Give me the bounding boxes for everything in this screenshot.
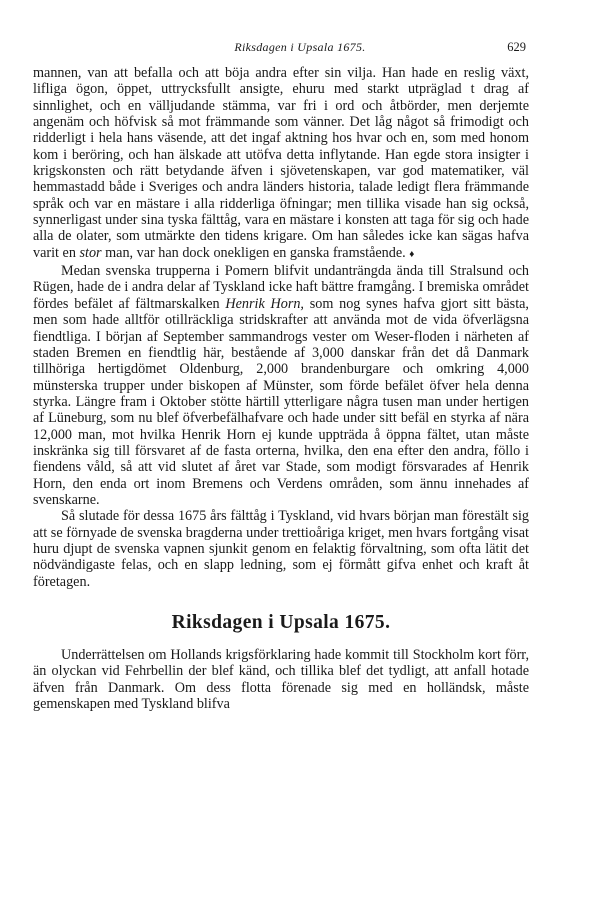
running-header — [0, 40, 600, 58]
running-title: Riksdagen i Upsala 1675. — [234, 40, 366, 54]
emphasis-stor: stor — [79, 244, 102, 261]
page-number: 629 — [507, 40, 526, 54]
margin-mark: ♦ — [409, 248, 415, 260]
paragraph-character-portrait — [33, 65, 529, 263]
body-text — [33, 65, 529, 712]
text-run: Medan svenska trupperna i Pomern blifvit undanträngda ända till Stralsund och Rügen, hade de i andra delar af Tyskland icke haft bättre framgång. I bremiska området fördes befälet af fältmarskalken — [33, 263, 529, 312]
paragraph-campaign-bremen — [33, 263, 529, 508]
paragraph-section-opening: Underrättelsen om Hollands krigsförklaring hade kommit till Stockholm kort förr, än olyckan vid Fehrbellin der blef känd, och tillika blef det tydligt, att anfall hotade äfven från Danmark. Om dess flotta förenade sig med en holländsk, måste gemenskapen med Tyskland blifva — [33, 647, 529, 713]
section-heading: Riksdagen i Upsala 1675. — [171, 612, 391, 633]
paragraph-campaign-summary: Så slutade för dessa 1675 års fälttåg i Tyskland, vid hvars början man förestält sig att se förnyade de svenska bragderna under trettioåriga kriget, men hvars fortgång visat huru djupt de svenska vapnen sjunkit genom en felaktig förvaltning, som ofta lätit det nödvändigaste felas, och en slapp ledning, som ej förmått gifva enhet och kraft åt företagen. — [33, 508, 529, 590]
text-run: mannen, van att befalla och att böja andra efter sin vilja. Han hade en reslig växt, lifliga ögon, öppet, uttrycksfullt ansigte, ehuru med starkt utpräglad t drag af sinnlighet, och en välljudande stämma, var fri i ord och åtbörder, men derjemte angenäm och höfvisk så mot främmande som vänner. Det låg något så frimodigt och ridderligt i hela hans väsende, att det ingaf aktning hos hvar och en, som med honom kom i beröring, och han älskade att utöfva detta inflytande. Han egde stora insigter i krigskonsten och rätt betydande äfven i sjövetenskapen, var god matematiker, väl hemmastadd både i Sveriges och andra länders historia, talade ledigt flera främmande språk och var en mästare i alla ridderliga öfningar; men tillika visade han sig också, synnerligast under sina tyska fälttåg, vara en mästare i konsten att taga för sig och hade alla de olater, som utmärkte den tidens krigare. Om han således icke kan sägas hafva varit en — [33, 65, 529, 261]
text-run: man, var han dock onekligen en ganska framstående. — [101, 244, 406, 261]
emphasis-henrik-horn: Henrik Horn, — [225, 295, 304, 312]
text-run: som nog synes hafva gjort sitt bästa, men som hade alltför otillräckliga stridskrafter att använda mot de vida öfverlägsna fiendtliga. I början af September sammandrogs vester om Weser-floden i närheten af staden Bremen en fiendtlig här, bestående af 3,000 danskar från det då Danmark tillhöriga hertigdömet Oldenburg, 2,000 brandenburgare och omkring 4,000 münsterska trupper under biskopen af Münster, som förde befälet öfver hela denna styrka. Längre fram i Oktober stötte härtill ytterligare några tusen man under hertigen af Lüneburg, som nu blef öfverbefälhafvare och hade under sitt befäl en styrka af nära 12,000 man, mot hvilka Henrik Horn ej kunde uppträda å öppna fältet, utan måste inskränka sig till försvaret af de fasta orterna, hvilka, den ena efter den andra, föllo i fiendens våld, så att vid slutet af året var Stade, som modigt försvarades af Henrik Horn, den enda ort inom Bremens och Verdens områden, som ännu innehades af svenskarne. — [33, 295, 529, 508]
